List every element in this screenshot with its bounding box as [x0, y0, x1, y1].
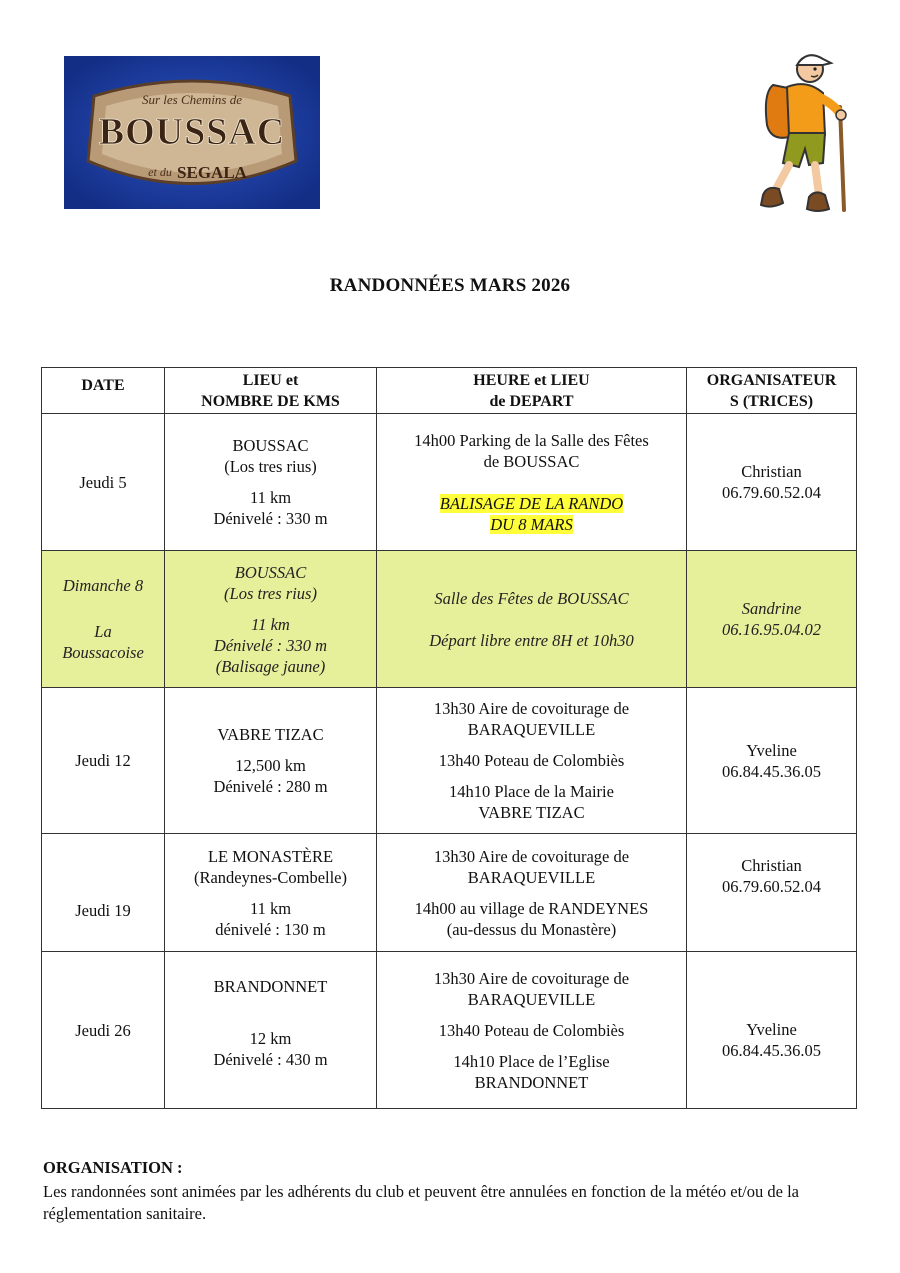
cell-depart: 13h30 Aire de covoiturage de BARAQUEVILLE 14h00 au village de RANDEYNES (au-dessus du Monastère) [377, 834, 687, 952]
cell-lieu: BOUSSAC (Los tres rius) 11 km Dénivelé : 330 m (Balisage jaune) [165, 551, 377, 688]
header-organisateur: ORGANISATEUR S (TRICES) [687, 368, 857, 414]
cell-date: Jeudi 12 [42, 688, 165, 834]
schedule-table [41, 367, 857, 1109]
balisage-highlight: BALISAGE DE LA RANDO [439, 493, 624, 513]
organisation-text: Les randonnées sont animées par les adhérents du club et peuvent être annulées en fonction de la météo et/ou de la réglementation sanitaire. [43, 1182, 799, 1223]
table-row [42, 952, 857, 1109]
cell-depart: 14h00 Parking de la Salle des Fêtes de BOUSSAC BALISAGE DE LA RANDO DU 8 MARS [377, 414, 687, 551]
cell-date: Jeudi 19 [42, 834, 165, 952]
organisation-title: ORGANISATION : [43, 1158, 183, 1177]
cell-organisateur: Christian 06.79.60.52.04 [687, 834, 857, 952]
table-header-row [42, 368, 857, 414]
hiker-icon [745, 45, 860, 217]
cell-lieu: BRANDONNET 12 km Dénivelé : 430 m [165, 952, 377, 1109]
cell-date: Jeudi 5 [42, 414, 165, 551]
table-row [42, 414, 857, 551]
table-row [42, 688, 857, 834]
cell-lieu: LE MONASTÈRE (Randeynes-Combelle) 11 km dénivelé : 130 m [165, 834, 377, 952]
cell-organisateur: Yveline 06.84.45.36.05 [687, 688, 857, 834]
table-row-highlighted [42, 551, 857, 688]
cell-depart: Salle des Fêtes de BOUSSAC Départ libre entre 8H et 10h30 [377, 551, 687, 688]
club-logo [64, 56, 320, 209]
cell-date: Jeudi 26 [42, 952, 165, 1109]
header-heure: HEURE et LIEU de DEPART [377, 368, 687, 414]
cell-organisateur: Christian 06.79.60.52.04 [687, 414, 857, 551]
cell-depart: 13h30 Aire de covoiturage de BARAQUEVILLE 13h40 Poteau de Colombiès 14h10 Place de l’Eglise BRANDONNET [377, 952, 687, 1109]
cell-lieu: VABRE TIZAC 12,500 km Dénivelé : 280 m [165, 688, 377, 834]
logo-bottom-text: SEGALA [177, 163, 247, 182]
balisage-highlight-date: DU 8 MARS [490, 514, 573, 534]
cell-lieu: BOUSSAC (Los tres rius) 11 km Dénivelé : 330 m [165, 414, 377, 551]
cell-organisateur: Sandrine 06.16.95.04.02 [687, 551, 857, 688]
logo-main-text: BOUSSAC [98, 111, 286, 153]
cell-organisateur: Yveline 06.84.45.36.05 [687, 952, 857, 1109]
logo-prefix-text: et du [148, 165, 172, 179]
header-lieu: LIEU et NOMBRE DE KMS [165, 368, 377, 414]
logo-top-text: Sur les Chemins de [141, 92, 243, 107]
page-title: RANDONNÉES MARS 2026 [329, 275, 571, 296]
cell-depart: 13h30 Aire de covoiturage de BARAQUEVILLE 13h40 Poteau de Colombiès 14h10 Place de la Mairie VABRE TIZAC [377, 688, 687, 834]
cell-date: Dimanche 8 La Boussacoise [42, 551, 165, 688]
header-date: DATE [42, 368, 165, 414]
table-row [42, 834, 857, 952]
